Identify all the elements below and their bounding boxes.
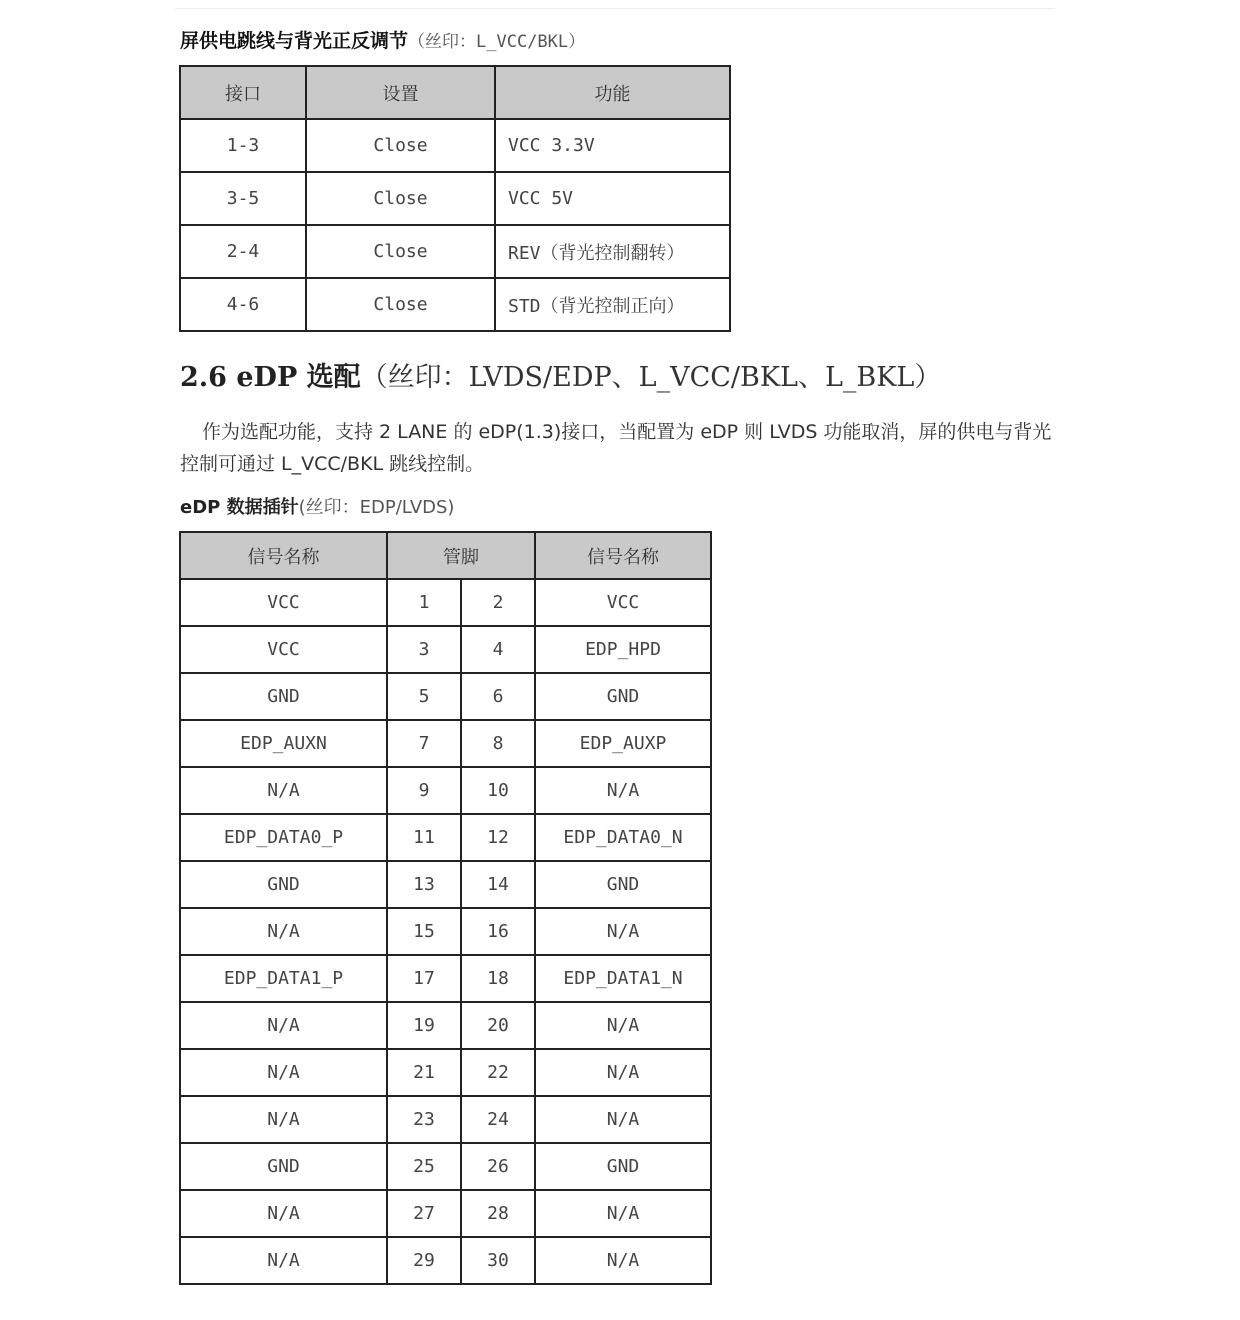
- table-row: [180, 1096, 711, 1143]
- table-cell: 10: [461, 767, 535, 814]
- table-cell: N/A: [180, 1190, 387, 1237]
- section-heading-edp: [180, 355, 941, 394]
- table-cell: 12: [461, 814, 535, 861]
- table-cell: 11: [387, 814, 461, 861]
- column-header: 接口: [180, 66, 306, 119]
- table-row: [180, 278, 730, 331]
- table-cell: Close: [306, 278, 495, 331]
- table-cell: N/A: [535, 1096, 711, 1143]
- heading-text: 屏供电跳线与背光正反调节: [180, 30, 409, 52]
- table-row: [180, 1143, 711, 1190]
- table-row: [180, 861, 711, 908]
- table-cell: Close: [306, 172, 495, 225]
- table-cell: N/A: [180, 1096, 387, 1143]
- table-cell: EDP_DATA0_P: [180, 814, 387, 861]
- table-cell: N/A: [180, 908, 387, 955]
- table-cell: EDP_HPD: [535, 626, 711, 673]
- heading-text: 2.6 eDP 选配: [180, 362, 361, 393]
- table-cell: VCC 3.3V: [495, 119, 730, 172]
- table-row: [180, 1002, 711, 1049]
- table-cell: 17: [387, 955, 461, 1002]
- table-cell: VCC 5V: [495, 172, 730, 225]
- table-cell: 9: [387, 767, 461, 814]
- table-row: [180, 673, 711, 720]
- edp-pin-table: [179, 531, 712, 1285]
- column-header: 信号名称: [180, 532, 387, 579]
- table-cell: N/A: [180, 767, 387, 814]
- table-cell: 1: [387, 579, 461, 626]
- table-cell: 16: [461, 908, 535, 955]
- column-header: 功能: [495, 66, 730, 119]
- table-cell: VCC: [535, 579, 711, 626]
- table-cell: 27: [387, 1190, 461, 1237]
- table-cell: 21: [387, 1049, 461, 1096]
- table-row: [180, 626, 711, 673]
- table-cell: EDP_AUXN: [180, 720, 387, 767]
- table-row: [180, 908, 711, 955]
- table-row: [180, 955, 711, 1002]
- silk-label: (丝印：EDP/LVDS): [298, 497, 455, 518]
- divider: [175, 8, 1055, 9]
- table-cell: 6: [461, 673, 535, 720]
- silk-label: （丝印：LVDS/EDP、L_VCC/BKL、L_BKL）: [360, 362, 942, 393]
- table-cell: GND: [535, 1143, 711, 1190]
- table-cell: N/A: [535, 1237, 711, 1284]
- table-row: [180, 767, 711, 814]
- table-cell: REV（背光控制翻转）: [495, 225, 730, 278]
- table-cell: EDP_DATA1_N: [535, 955, 711, 1002]
- table-row: [180, 1190, 711, 1237]
- table-cell: 14: [461, 861, 535, 908]
- table-cell: GND: [180, 673, 387, 720]
- table-cell: VCC: [180, 579, 387, 626]
- table-cell: GND: [535, 673, 711, 720]
- table-cell: 29: [387, 1237, 461, 1284]
- subheading-edp-pins: [180, 493, 454, 519]
- table-cell: 22: [461, 1049, 535, 1096]
- table-cell: 28: [461, 1190, 535, 1237]
- table-row: [180, 1237, 711, 1284]
- table-row: [180, 225, 730, 278]
- table-cell: 24: [461, 1096, 535, 1143]
- table-cell: Close: [306, 225, 495, 278]
- table-cell: 19: [387, 1002, 461, 1049]
- table-cell: GND: [180, 1143, 387, 1190]
- table-cell: 3-5: [180, 172, 306, 225]
- table-cell: 5: [387, 673, 461, 720]
- table-cell: N/A: [180, 1237, 387, 1284]
- table-cell: EDP_DATA0_N: [535, 814, 711, 861]
- table-cell: GND: [180, 861, 387, 908]
- table-cell: STD（背光控制正向）: [495, 278, 730, 331]
- column-header: 信号名称: [535, 532, 711, 579]
- table-row: [180, 1049, 711, 1096]
- table-cell: 2: [461, 579, 535, 626]
- table-cell: 8: [461, 720, 535, 767]
- table-cell: 25: [387, 1143, 461, 1190]
- table-cell: 4: [461, 626, 535, 673]
- table-cell: 15: [387, 908, 461, 955]
- table-cell: N/A: [535, 908, 711, 955]
- table-cell: GND: [535, 861, 711, 908]
- table-cell: N/A: [535, 1190, 711, 1237]
- table-cell: EDP_AUXP: [535, 720, 711, 767]
- table-row: [180, 119, 730, 172]
- table-cell: 7: [387, 720, 461, 767]
- table-cell: 30: [461, 1237, 535, 1284]
- table-cell: N/A: [180, 1049, 387, 1096]
- table-cell: 26: [461, 1143, 535, 1190]
- column-header: 设置: [306, 66, 495, 119]
- table-cell: 2-4: [180, 225, 306, 278]
- table-cell: 4-6: [180, 278, 306, 331]
- silk-label: （丝印：L_VCC/BKL）: [408, 32, 586, 52]
- table-cell: 3: [387, 626, 461, 673]
- jumper-table: [179, 65, 731, 332]
- description-paragraph: 作为选配功能，支持 2 LANE 的 eDP(1.3)接口，当配置为 eDP 则 LVDS 功能取消，屏的供电与背光控制可通过 L_VCC/BKL 跳线控制。: [180, 421, 1052, 475]
- table-row: [180, 172, 730, 225]
- table-cell: N/A: [535, 1002, 711, 1049]
- table-cell: Close: [306, 119, 495, 172]
- table-cell: N/A: [535, 1049, 711, 1096]
- table-cell: 1-3: [180, 119, 306, 172]
- table-cell: N/A: [180, 1002, 387, 1049]
- table-cell: 18: [461, 955, 535, 1002]
- table-cell: 23: [387, 1096, 461, 1143]
- section-heading-jumper: [180, 26, 585, 53]
- table-cell: EDP_DATA1_P: [180, 955, 387, 1002]
- table-cell: 20: [461, 1002, 535, 1049]
- table-cell: N/A: [535, 767, 711, 814]
- subheading-text: eDP 数据插针: [180, 497, 299, 518]
- table-row: [180, 579, 711, 626]
- table-cell: 13: [387, 861, 461, 908]
- table-row: [180, 814, 711, 861]
- column-header: 管脚: [387, 532, 535, 579]
- table-row: [180, 720, 711, 767]
- table-cell: VCC: [180, 626, 387, 673]
